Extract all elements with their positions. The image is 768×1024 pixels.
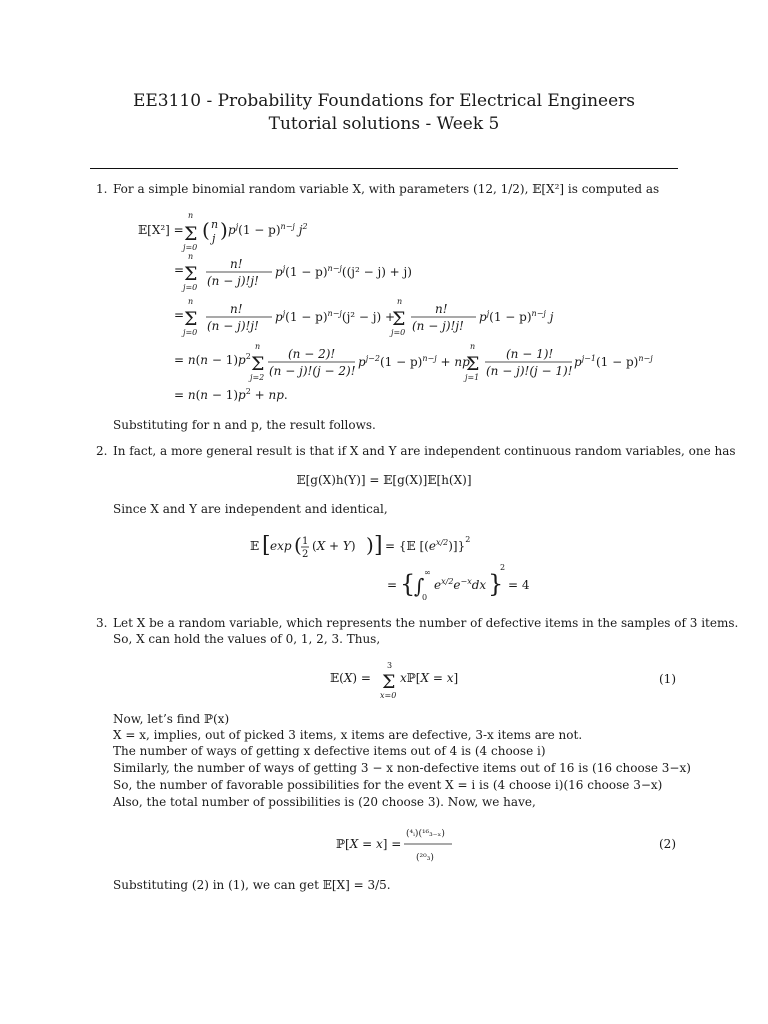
svg-text:(: ( xyxy=(294,533,302,557)
problem-1-intro: For a simple binomial random variable X, with parameters (12, 1/2), 𝔼[X²] is computed as xyxy=(113,182,660,196)
svg-text:): ) xyxy=(220,218,228,242)
svg-text:ex/2e−xdx: $e^{x/2}e^{-x}dx$ xyxy=(434,577,487,592)
eq-lhs: 𝔼[X²] = xyxy=(138,223,184,237)
svg-text:= n(n − 1)p2 + np.: = $n(n - 1)p^2$ + np. xyxy=(174,387,288,402)
svg-text:j=2: j=2 xyxy=(250,373,265,382)
svg-text:j=0: j=0 xyxy=(183,328,198,337)
svg-text:n!: n! xyxy=(435,302,448,316)
svg-text:= {𝔼 [(ex/2)]}2: = {𝔼 $[(e^{x/2})]\}^2$ xyxy=(385,535,471,553)
svg-text:(: ( xyxy=(202,218,210,242)
svg-text:n: n xyxy=(397,297,403,306)
problem-2-since: Since X and Y are independent and identical, xyxy=(113,502,388,516)
svg-text:n!: n! xyxy=(230,302,243,316)
problem-3-equation-1 xyxy=(330,660,470,704)
problem-3-intro-line-2: So, X can hold the values of 0, 1, 2, 3. Thus, xyxy=(113,632,381,646)
svg-text:pj−2(1 − p)n−j + np: $p^{j-2}(1 - p)^{n-j}$ + np xyxy=(358,354,470,369)
problem-1-number: 1. xyxy=(96,182,108,196)
problem-3-line-e: So, the number of favorable possibilities for the event X = i is (4 choose i)(16 choose 3−x) xyxy=(113,778,663,792)
problem-3-line-f: Also, the total number of possibilities is (20 choose 3). Now, we have, xyxy=(113,795,536,809)
problem-3-intro-line-1: Let X be a random variable, which represents the number of defective items in the samples of 3 items. xyxy=(113,616,739,630)
svg-text:=: = xyxy=(387,578,398,592)
equation-1-label: (1) xyxy=(659,672,676,686)
problem-3-number: 3. xyxy=(96,616,108,630)
svg-text:1: 1 xyxy=(302,536,309,547)
svg-text:= 4: = 4 xyxy=(508,578,530,592)
problem-1-derivation xyxy=(130,206,690,406)
svg-text:(n − 1)!: (n − 1)! xyxy=(506,347,554,361)
svg-text:j=0: j=0 xyxy=(183,243,198,252)
svg-text:2: 2 xyxy=(500,563,506,572)
page-title-line-1: EE3110 - Probability Foundations for Electrical Engineers xyxy=(132,91,636,111)
problem-3-line-d: Similarly, the number of ways of getting 3 − x non-defective items out of 16 is (16 choose 3−x) xyxy=(113,761,691,775)
svg-text:Σ: Σ xyxy=(382,671,396,693)
svg-text:(n − j)!j!: (n − j)!j! xyxy=(412,319,464,333)
svg-text:j=0: j=0 xyxy=(391,328,406,337)
problem-2-equation: 𝔼[g(X)h(Y)] = 𝔼[g(X)]𝔼[h(X)] xyxy=(296,473,472,487)
svg-text:3: 3 xyxy=(387,661,393,670)
svg-text:Σ: Σ xyxy=(466,353,480,375)
equation-2-label: (2) xyxy=(659,837,676,851)
svg-text:j: j xyxy=(212,232,216,245)
svg-text:}: } xyxy=(488,570,504,598)
svg-text:j=1: j=1 xyxy=(465,373,480,382)
problem-1-conclusion: Substituting for n and p, the result follows. xyxy=(113,418,376,432)
svg-text:Σ: Σ xyxy=(392,308,406,330)
svg-text:ℙ[X = x] =: ℙ[X = x] = xyxy=(336,837,402,851)
page-title-line-2: Tutorial solutions - Week 5 xyxy=(268,114,500,134)
svg-text:x=0: x=0 xyxy=(380,691,397,700)
problem-2-derivation xyxy=(250,526,550,606)
svg-text:(X + Y): (X + Y) xyxy=(312,539,356,553)
svg-text:(n − j)!j!: (n − j)!j! xyxy=(207,274,259,288)
svg-text:pj−1(1 − p)n−j: $p^{j-1}(1 - p)^{n-j}$ xyxy=(574,354,653,369)
svg-text:Σ: Σ xyxy=(184,308,198,330)
svg-text:pj(1 − p)n−j((j² − j) + j): $p^j(1 - p)^{n-j}((j^2 - j) + j)$ xyxy=(275,264,412,279)
svg-text:=: = xyxy=(174,263,185,277)
svg-text:𝔼: 𝔼 xyxy=(250,539,260,553)
svg-text:= n(n − 1)p2: = $n(n - 1)p^2$ xyxy=(174,352,251,367)
svg-text:pj(1 − p)n−j(j² − j) +: $p^j(1 - p)^{n-j}(j^2 - j)$ + xyxy=(275,309,396,324)
svg-text:n: n xyxy=(188,297,194,306)
problem-3-line-a: Now, let’s find ℙ(x) xyxy=(113,712,230,726)
svg-text:Σ: Σ xyxy=(184,263,198,285)
svg-text:]: ] xyxy=(374,533,383,558)
svg-text:(n − j)!(j − 2)!: (n − j)!(j − 2)! xyxy=(269,364,356,378)
title-divider xyxy=(90,168,678,169)
svg-text:n: n xyxy=(255,342,261,351)
svg-text:(n − j)!(j − 1)!: (n − j)!(j − 1)! xyxy=(486,364,573,378)
svg-text:pj(1 − p)n−j j2: $p^j(1 - p)^{n-j}$ $j^2$ xyxy=(228,222,308,237)
svg-text:∫: ∫ xyxy=(414,574,425,598)
svg-text:=: = xyxy=(174,308,185,322)
svg-text:𝔼(X) =: 𝔼(X) = xyxy=(330,671,371,685)
svg-text:{: { xyxy=(400,570,416,598)
problem-2-intro: In fact, a more general result is that if X and Y are independent continuous random variables, one has xyxy=(113,444,736,458)
svg-text:n: n xyxy=(211,218,219,231)
problem-3-conclusion: Substituting (2) in (1), we can get 𝔼[X] = 3/5. xyxy=(113,878,391,892)
svg-text:n: n xyxy=(188,252,194,261)
svg-text:n!: n! xyxy=(230,257,243,271)
svg-text:(n − 2)!: (n − 2)! xyxy=(288,347,336,361)
svg-text:Σ: Σ xyxy=(184,223,198,245)
svg-text:(⁴ᵢ)(¹⁶₃₋ₓ): (⁴ᵢ)(¹⁶₃₋ₓ) xyxy=(406,829,445,839)
svg-text:j=0: j=0 xyxy=(183,283,198,292)
p1-lhs xyxy=(0,1000,1,1001)
svg-text:[: [ xyxy=(262,533,271,558)
problem-2-number: 2. xyxy=(96,444,108,458)
svg-text:∞: ∞ xyxy=(424,568,431,577)
svg-text:(n − j)!j!: (n − j)!j! xyxy=(207,319,259,333)
svg-text:pj(1 − p)n−j j: $p^j(1 - p)^{n-j}$ j xyxy=(479,309,554,324)
problem-3-line-c: The number of ways of getting x defective items out of 4 is (4 choose i) xyxy=(113,744,546,758)
svg-text:n: n xyxy=(188,211,194,220)
svg-text:n: n xyxy=(470,342,476,351)
problem-3-line-b: X = x, implies, out of picked 3 items, x items are defective, 3-x items are not. xyxy=(113,728,583,742)
problem-3-equation-2 xyxy=(336,822,466,868)
svg-text:): ) xyxy=(366,533,374,557)
svg-text:2: 2 xyxy=(302,549,309,560)
svg-text:Σ: Σ xyxy=(251,353,265,375)
svg-text:xℙ[X = x]: xℙ[X = x] xyxy=(400,671,459,685)
svg-text:exp: exp xyxy=(270,539,292,553)
svg-text:0: 0 xyxy=(422,593,428,602)
svg-text:(²⁰₃): (²⁰₃) xyxy=(416,853,434,863)
